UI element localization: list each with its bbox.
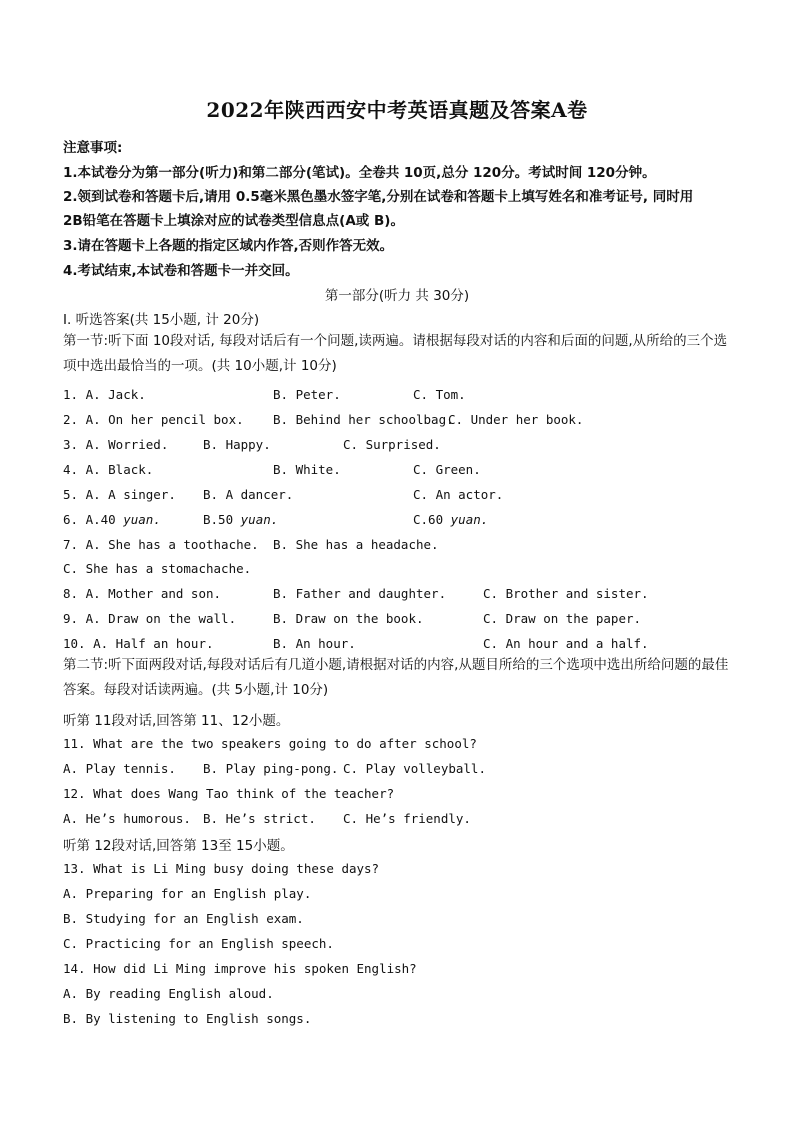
section-I-heading: I. 听选答案(共 15小题, 计 20分) [63,312,260,328]
q1-option-a: 1. A. Jack. [63,387,146,402]
q6-a-unit: yuan. [123,512,161,527]
q6-option-b [203,512,278,527]
q13-stem: 13. What is Li Ming busy doing these days? [63,861,380,876]
q1-option-c: C. Tom. [413,387,466,402]
q12-option-c: C. He’s friendly. [343,811,471,826]
q10-option-a: 10. A. Half an hour. [63,636,214,651]
dialog-12-intro: 听第 12段对话,回答第 13至 15小题。 [63,838,294,854]
q9-option-c: C. Draw on the paper. [483,611,642,626]
dialog-11-intro: 听第 11段对话,回答第 11、12小题。 [63,713,290,729]
q4-option-c: C. Green. [413,462,481,477]
q11-option-c: C. Play volleyball. [343,761,486,776]
q6-option-c [413,512,488,527]
q2-option-c: C. Under her book. [448,412,584,427]
notice-item-2-cont: 2B铅笔在答题卡上填涂对应的试卷类型信息点(A或 B)。 [63,213,404,229]
q12-stem: 12. What does Wang Tao think of the teacher? [63,786,395,801]
q11-option-a: A. Play tennis. [63,761,176,776]
q5-option-b: B. A dancer. [203,487,294,502]
section2-instructions: 第二节:听下面两段对话,每段对话后有几道小题,请根据对话的内容,从题目所给的三个选项中选出所给问题的最佳答案。每段对话读两遍。(共 5小题,计 10分) [63,657,729,698]
q1-option-b: B. Peter. [273,387,341,402]
section1-instructions: 第一节:听下面 10段对话, 每段对话后有一个问题,读两遍。请根据每段对话的内容和后面的问题,从所给的三个选项中选出最恰当的一项。(共 10小题,计 10分) [63,333,728,374]
q12-option-a: A. He’s humorous. [63,811,191,826]
q14-option-a: A. By reading English aloud. [63,986,274,1001]
notice-heading: 注意事项: [63,140,123,156]
notice-item-1: 1.本试卷分为第一部分(听力)和第二部分(笔试)。全卷共 10页,总分 120分。考试时间 120分钟。 [63,165,656,181]
notice-item-2: 2.领到试卷和答题卡后,请用 0.5毫米黑色墨水签字笔,分别在试卷和答题卡上填写姓名和准考证号, 同时用 [63,189,694,205]
q6-b-amount: B.50 [203,512,234,527]
q10-option-b: B. An hour. [273,636,356,651]
q3-option-b: B. Happy. [203,437,271,452]
q3-option-c: C. Surprised. [343,437,441,452]
q5-option-a: 5. A. A singer. [63,487,176,502]
q2-option-a: 2. A. On her pencil box. [63,412,244,427]
q13-option-b: B. Studying for an English exam. [63,911,304,926]
q13-option-a: A. Preparing for an English play. [63,886,312,901]
q12-option-b: B. He’s strict. [203,811,316,826]
q6-a-amount: 6. A.40 [63,512,116,527]
q7-option-b: B. She has a headache. [273,537,439,552]
q3-option-a: 3. A. Worried. [63,437,169,452]
q6-option-a [63,512,161,527]
q8-option-a: 8. A. Mother and son. [63,586,222,601]
q6-b-unit: yuan. [240,512,279,527]
q7-option-a: 7. A. She has a toothache. [63,537,259,552]
q11-option-b: B. Play ping-pong. [203,761,339,776]
notice-item-4: 4.考试结束,本试卷和答题卡一并交回。 [63,263,299,279]
part1-title: 第一部分(听力 共 30分) [324,288,470,304]
q6-c-amount: C.60 [413,512,444,527]
q8-option-b: B. Father and daughter. [273,586,447,601]
q13-option-c: C. Practicing for an English speech. [63,936,334,951]
q10-option-c: C. An hour and a half. [483,636,649,651]
q11-stem: 11. What are the two speakers going to do after school? [63,736,477,751]
q7-option-c: C. She has a stomachache. [63,561,252,576]
q4-option-a: 4. A. Black. [63,462,154,477]
q14-stem: 14. How did Li Ming improve his spoken English? [63,961,417,976]
q5-option-c: C. An actor. [413,487,504,502]
q2-option-b: B. Behind her schoolbag. [273,412,454,427]
q9-option-a: 9. A. Draw on the wall. [63,611,237,626]
page-title: 2022年陕西西安中考英语真题及答案A卷 [206,98,588,122]
q14-option-b: B. By listening to English songs. [63,1011,312,1026]
q8-option-c: C. Brother and sister. [483,586,649,601]
notice-item-3: 3.请在答题卡上各题的指定区域内作答,否则作答无效。 [63,238,394,254]
q9-option-b: B. Draw on the book. [273,611,424,626]
q6-c-unit: yuan. [450,512,489,527]
q4-option-b: B. White. [273,462,341,477]
